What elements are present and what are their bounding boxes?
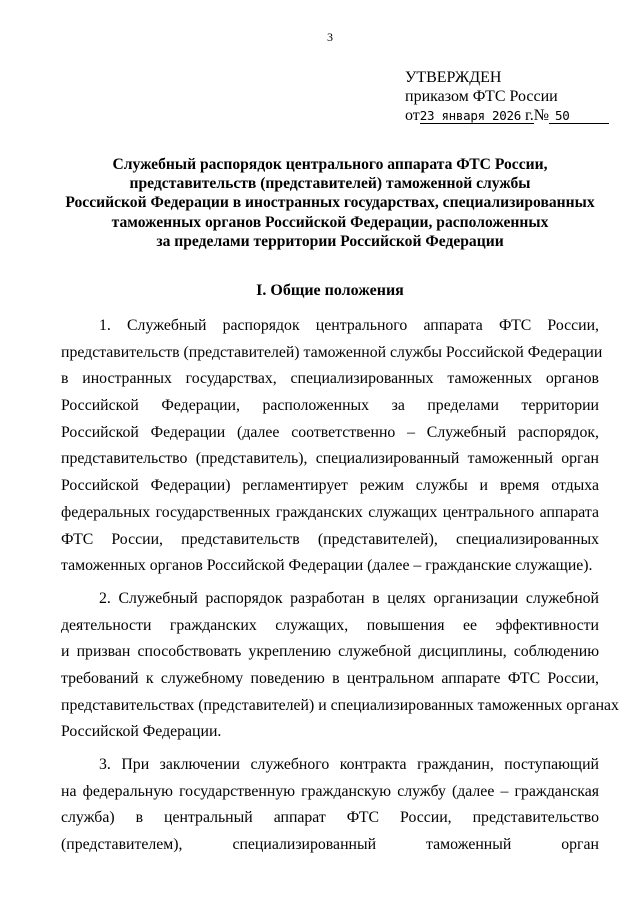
title-line: Российской Федерации в иностранных государствах, специализированных — [65, 194, 595, 212]
paragraph-line: Российской Федерации) регламентирует режим службы и время отдыха — [61, 477, 599, 495]
paragraph-line: представительствах (представителей) и специализированных таможенных органах — [61, 696, 619, 714]
approval-date-line — [405, 106, 625, 125]
section-heading: I. Общие положения — [256, 282, 404, 299]
page-number: 3 — [327, 30, 333, 44]
approval-number-field — [549, 108, 609, 124]
paragraph-1 — [61, 313, 603, 580]
approval-number-handwritten: 50 — [554, 108, 570, 123]
paragraph-line: 2. Служебный распорядок разработан в целях организации служебной — [99, 589, 599, 607]
paragraph-line: требований к служебному поведению в центральном аппарате ФТС России, — [61, 669, 599, 687]
paragraph-line: ФТС России, представительств (представителей), специализированных — [61, 530, 599, 548]
title-line: Служебный распорядок центрального аппарата ФТС России, — [112, 156, 548, 173]
paragraph-line: деятельности гражданских служащих, повышения ее эффективности — [61, 616, 599, 634]
document-body — [61, 313, 619, 865]
paragraph-line: Российской Федерации (далее соответственно – Служебный распорядок, — [61, 423, 599, 441]
approval-year-suffix: г. — [524, 107, 534, 124]
paragraph-3 — [61, 752, 599, 859]
approval-date-handwritten: 23 января 2026 — [419, 108, 521, 123]
paragraph-line: представительство (представитель), специализированный таможенный орган — [61, 450, 599, 468]
paragraph-2 — [61, 586, 619, 746]
title-line: за пределами территории Российской Федерации — [156, 232, 504, 250]
paragraph-line: Российской Федерации. — [61, 723, 222, 741]
paragraph-line: на федеральную государственную гражданскую службу (далее – гражданская — [61, 782, 599, 800]
paragraph-line: служба) в центральный аппарат ФТС России, представительство — [61, 809, 599, 827]
approval-number-prefix: № — [533, 107, 549, 124]
approval-order-line: приказом ФТС России — [405, 88, 558, 105]
approval-date-field — [420, 108, 534, 124]
approval-from-prefix: от — [405, 107, 420, 124]
paragraph-line: представительств (представителей) таможенной службы Российской Федерации — [61, 343, 603, 361]
paragraph-line: (представителем), специализированный таможенный орган — [61, 836, 599, 854]
paragraph-line: 3. При заключении служебного контракта гражданин, поступающий — [99, 756, 599, 773]
paragraph-line: в иностранных государствах, специализированных таможенных органов — [61, 370, 599, 388]
approval-stamp — [405, 68, 625, 125]
paragraph-line: и призван способствовать укреплению служебной дисциплины, соблюдению — [61, 643, 599, 661]
paragraph-line: федеральных государственных гражданских служащих центрального аппарата — [61, 503, 599, 521]
document-title — [60, 155, 600, 251]
paragraph-line: Российской Федерации, расположенных за пределами территории — [61, 397, 599, 415]
title-line: таможенных органов Российской Федерации, расположенных — [111, 213, 549, 231]
paragraph-line: таможенных органов Российской Федерации (далее – гражданские служащие). — [61, 557, 593, 575]
title-line: представительств (представителей) таможенной службы — [129, 175, 531, 193]
approval-heading: УТВЕРЖДЕН — [405, 69, 502, 86]
paragraph-line: 1. Служебный распорядок центрального аппарата ФТС России, — [99, 317, 599, 334]
